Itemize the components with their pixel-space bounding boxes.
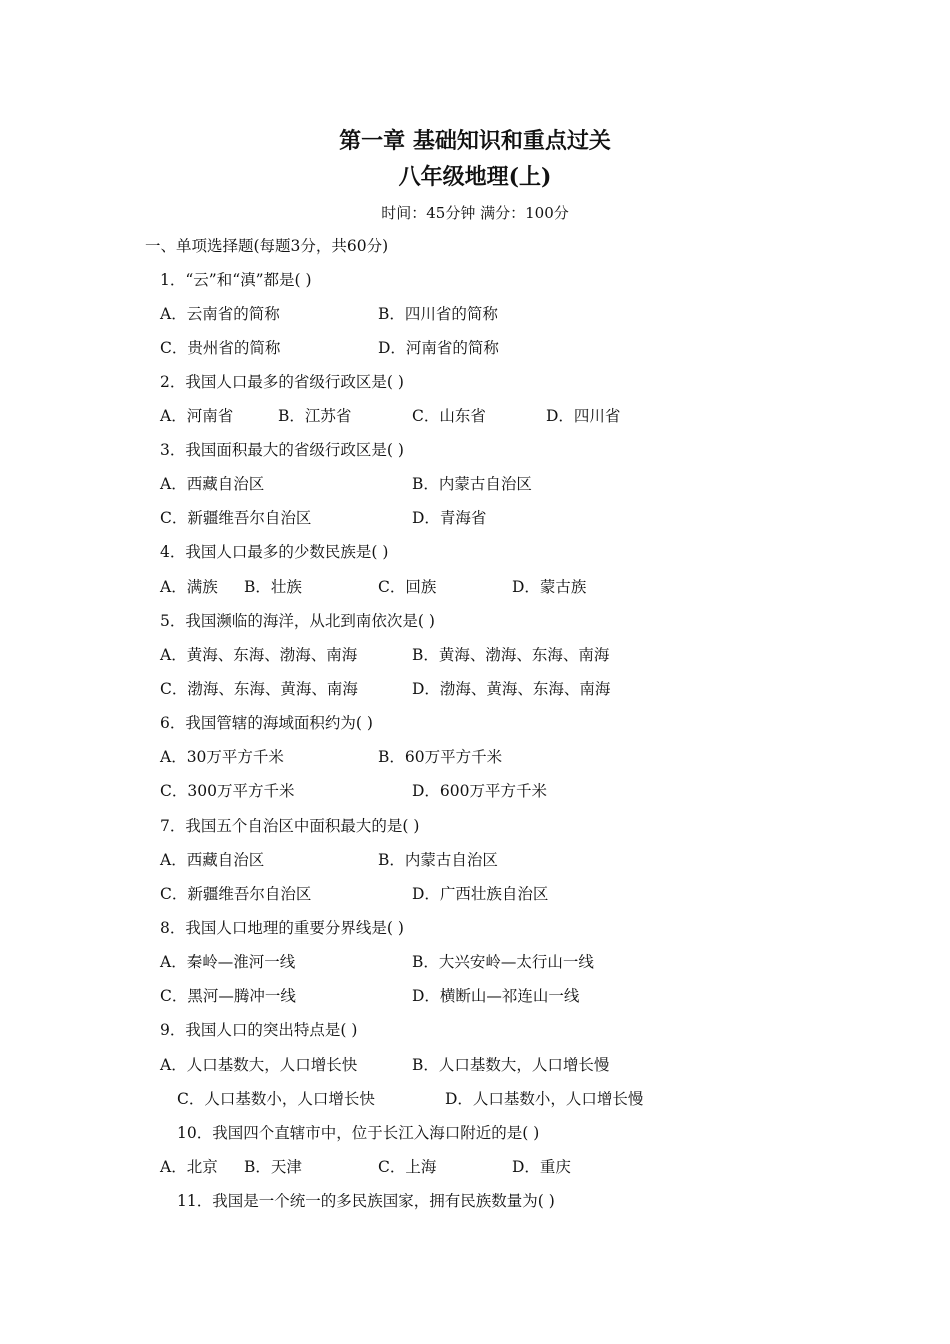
option: D．渤海、黄海、东海、南海	[412, 680, 611, 698]
option: B．人口基数大，人口增长慢	[412, 1056, 610, 1074]
option: B．黄海、渤海、东海、南海	[412, 646, 610, 664]
exam-meta: 时间：45分钟 满分：100分	[381, 204, 569, 222]
question-stem: 3．我国面积最大的省级行政区是( )	[160, 441, 404, 459]
option: D．600万平方千米	[412, 782, 548, 800]
option: D．横断山—祁连山一线	[412, 987, 580, 1005]
question-stem: 2．我国人口最多的省级行政区是( )	[160, 373, 404, 391]
option: B．天津	[244, 1158, 302, 1176]
question-stem: 8．我国人口地理的重要分界线是( )	[160, 919, 404, 937]
option: B．四川省的简称	[378, 305, 498, 323]
option: C．新疆维吾尔自治区	[160, 509, 312, 527]
option: A．秦岭—淮河一线	[160, 953, 296, 971]
option: C．黑河—腾冲一线	[160, 987, 296, 1005]
option: A．30万平方千米	[160, 748, 284, 766]
document-subtitle: 八年级地理(上)	[398, 164, 552, 190]
question-stem: 4．我国人口最多的少数民族是( )	[160, 543, 389, 561]
question-stem: 1．“云”和“滇”都是( )	[160, 271, 312, 289]
option: A．黄海、东海、渤海、南海	[160, 646, 358, 664]
option: B．大兴安岭—太行山一线	[412, 953, 594, 971]
option: C．300万平方千米	[160, 782, 295, 800]
option: C．贵州省的简称	[160, 339, 281, 357]
question-stem: 6．我国管辖的海域面积约为( )	[160, 714, 373, 732]
option: A．满族	[160, 578, 218, 596]
question-stem: 10．我国四个直辖市中，位于长江入海口附近的是( )	[177, 1124, 540, 1142]
option: C．上海	[378, 1158, 437, 1176]
option: D．广西壮族自治区	[412, 885, 549, 903]
section-heading: 一、单项选择题(每题3分，共60分)	[145, 237, 389, 255]
option: C．山东省	[412, 407, 486, 425]
option: C．人口基数小，人口增长快	[177, 1090, 375, 1108]
option: A．人口基数大，人口增长快	[160, 1056, 358, 1074]
option: C．回族	[378, 578, 437, 596]
option: B．内蒙古自治区	[378, 851, 498, 869]
option: A．西藏自治区	[160, 851, 265, 869]
option: D．人口基数小，人口增长慢	[445, 1090, 644, 1108]
option: B．江苏省	[278, 407, 352, 425]
question-stem: 9．我国人口的突出特点是( )	[160, 1021, 358, 1039]
question-stem: 5．我国濒临的海洋，从北到南依次是( )	[160, 612, 435, 630]
option: D．青海省	[412, 509, 487, 527]
option: C．新疆维吾尔自治区	[160, 885, 312, 903]
question-stem: 7．我国五个自治区中面积最大的是( )	[160, 817, 420, 835]
option: A．河南省	[160, 407, 234, 425]
option: B．内蒙古自治区	[412, 475, 532, 493]
option: A．云南省的简称	[160, 305, 280, 323]
question-stem: 11．我国是一个统一的多民族国家，拥有民族数量为( )	[177, 1192, 555, 1210]
option: D．重庆	[512, 1158, 571, 1176]
option: D．四川省	[546, 407, 621, 425]
option: D．河南省的简称	[378, 339, 499, 357]
option: B．壮族	[244, 578, 302, 596]
option: A．北京	[160, 1158, 218, 1176]
option: C．渤海、东海、黄海、南海	[160, 680, 358, 698]
document-title: 第一章 基础知识和重点过关	[339, 128, 611, 154]
option: D．蒙古族	[512, 578, 587, 596]
option: A．西藏自治区	[160, 475, 265, 493]
option: B．60万平方千米	[378, 748, 503, 766]
